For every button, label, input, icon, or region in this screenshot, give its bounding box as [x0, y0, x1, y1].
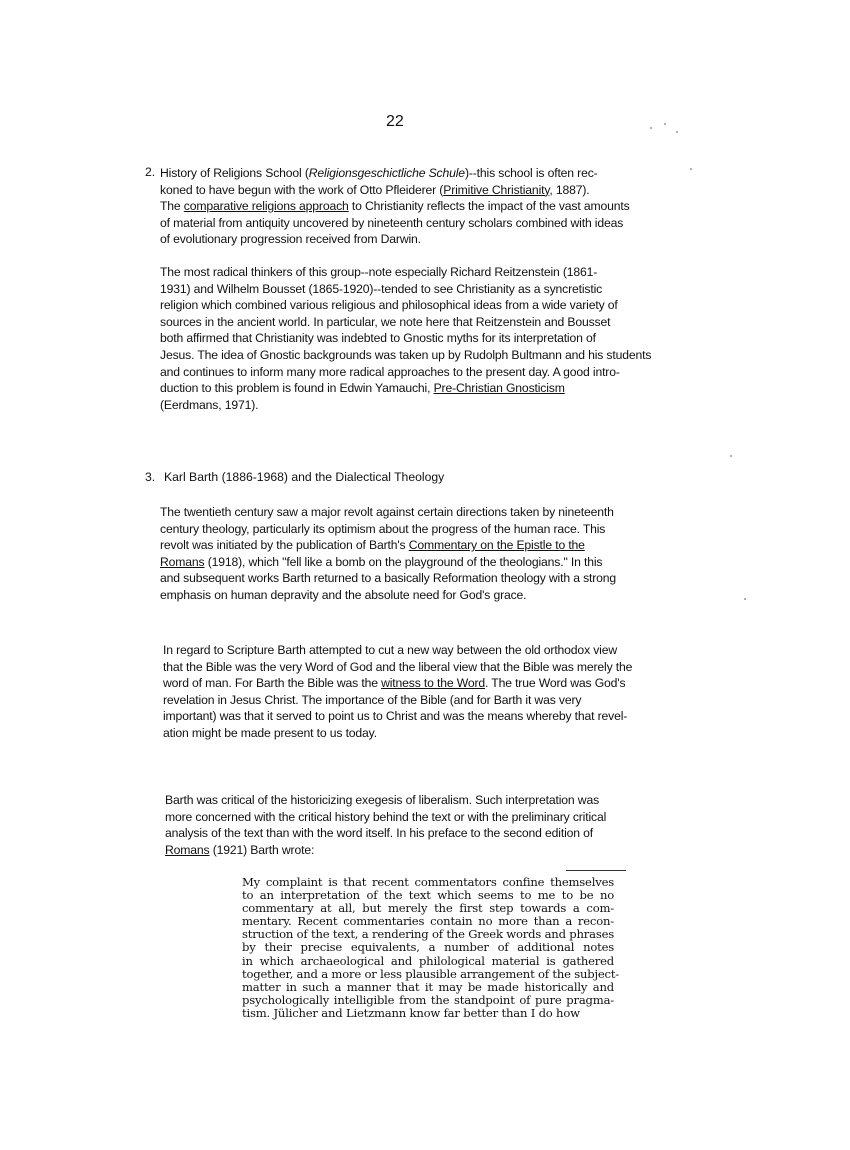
book-title: Pre-Christian Gnosticism	[433, 381, 565, 396]
text-line: of evolutionary progression received from Darwin.	[160, 232, 421, 247]
text-line: and continues to inform many more radical approaches to the present day. A good intro-	[160, 364, 620, 379]
text-line: that the Bible was the very Word of God and the liberal view that the Bible was merely the	[163, 659, 633, 674]
section-3-paragraph-3	[165, 792, 606, 858]
section-3-paragraph-2	[163, 642, 632, 742]
quote-line: to an interpretation of the text which seems to me to be no	[242, 888, 614, 903]
text-line: In regard to Scripture Barth attempted to cut a new way between the old orthodox view	[163, 643, 618, 657]
underlined-term: comparative religions approach	[183, 199, 349, 214]
scan-speck	[690, 168, 692, 170]
section-2-paragraph-2	[160, 264, 651, 413]
quote-line: My complaint is that recent commentators confine themselves	[242, 875, 614, 889]
quote-line: tism. Jülicher and Lietzmann know far better than I do how	[242, 1005, 580, 1020]
text-line: koned to have begun with the work of Otto Pfleiderer (Primitive Christianity, 1887).	[160, 182, 590, 197]
section-3-paragraph-1	[160, 504, 616, 604]
text-line: religion which combined various religious and philosophical ideas from a wide variety of	[160, 298, 618, 313]
text-line: century theology, particularly its optimism about the progress of the human race. This	[160, 521, 606, 536]
book-title: Romans	[165, 842, 210, 857]
quote-line: by their precise equivalents, a number of additional notes	[242, 940, 614, 955]
text-line: 1931) and Wilhelm Bousset (1865-1920)--tended to see Christianity as a syncretistic	[160, 281, 603, 296]
text-line: more concerned with the critical history behind the text or with the preliminary critical	[165, 809, 607, 824]
text-line: important) was that it served to point us to Christ and was the means whereby that revel-	[163, 709, 628, 724]
text-line: ation might be made present to us today.	[163, 725, 377, 740]
text-line: revolt was initiated by the publication of Barth's Commentary on the Epistle to the	[160, 538, 585, 553]
section-2-number: 2.	[145, 165, 156, 179]
text-line: of material from antiquity uncovered by nineteenth century scholars combined with ideas	[160, 215, 624, 230]
quote-line: psychologically intelligible from the standpoint of pure pragma-	[242, 992, 614, 1007]
text-line: The twentieth century saw a major revolt against certain directions taken by nineteenth	[160, 505, 614, 519]
underlined-term: witness to the Word	[381, 676, 486, 691]
text-line: duction to this problem is found in Edwin Yamauchi, Pre-Christian Gnosticism	[160, 381, 565, 396]
text-line: sources in the ancient world. In particular, we note here that Reitzenstein and Bousset	[160, 314, 611, 329]
section-3-number: 3.	[145, 470, 156, 484]
text-line: Romans (1918), which "fell like a bomb on the playground of the theologians." In this	[160, 554, 603, 569]
scan-speck	[730, 455, 732, 457]
scan-speck	[664, 123, 666, 125]
quote-line: struction of the text, a rendering of the Greek words and phrases	[242, 927, 614, 942]
quote-line: in which archaeological and philological material is gathered	[242, 953, 614, 968]
book-title: Commentary on the Epistle to the	[408, 538, 585, 553]
page-number: 22	[386, 113, 404, 130]
section-2-paragraph-1	[160, 165, 630, 248]
text-line: The comparative religions approach to Christianity reflects the impact of the vast amounts	[160, 199, 630, 214]
text-line: word of man. For Barth the Bible was the witness to the Word. The true Word was God's	[163, 676, 626, 691]
text-line: The most radical thinkers of this group--note especially Richard Reitzenstein (1861-	[160, 265, 598, 279]
text-line: revelation in Jesus Christ. The importance of the Bible (and for Barth it was very	[163, 692, 582, 707]
italic-term: Religionsgeschictliche Schule	[308, 166, 465, 180]
section-3-heading: Karl Barth (1886-1968) and the Dialectical Theology	[164, 470, 445, 484]
quote-line: mentary. Recent commentaries contain no more than a recon-	[242, 914, 614, 929]
text-line: Jesus. The idea of Gnostic backgrounds was taken up by Rudolph Bultmann and his students	[160, 347, 652, 362]
text-line: emphasis on human depravity and the absolute need for God's grace.	[160, 587, 527, 602]
book-title: Primitive Christianity	[443, 182, 550, 197]
quote-top-rule	[566, 870, 626, 871]
text-line: History of Religions School (Religionsgeschictliche Schule)--this school is often rec-	[160, 166, 598, 180]
text-line: and subsequent works Barth returned to a basically Reformation theology with a strong	[160, 571, 617, 586]
scan-speck	[744, 598, 746, 600]
scan-speck	[676, 131, 678, 133]
text-line: (Eerdmans, 1971).	[160, 397, 259, 412]
quote-line: together, and a more or less plausible arrangement of the subject-	[242, 966, 620, 981]
text-line: Romans (1921) Barth wrote:	[165, 842, 315, 857]
book-title: Romans	[160, 554, 205, 569]
scan-speck	[650, 127, 652, 129]
text-line: both affirmed that Christianity was indebted to Gnostic myths for its interpretation of	[160, 331, 596, 346]
text-line: Barth was critical of the historicizing exegesis of liberalism. Such interpretation was	[165, 793, 600, 807]
quote-line: matter in such a manner that it may be made historically and	[242, 979, 614, 994]
quote-line: commentary at all, but merely the first step towards a com-	[242, 901, 614, 916]
block-quote	[242, 875, 620, 1020]
text-line: analysis of the text than with the word itself. In his preface to the second edition of	[165, 826, 593, 841]
